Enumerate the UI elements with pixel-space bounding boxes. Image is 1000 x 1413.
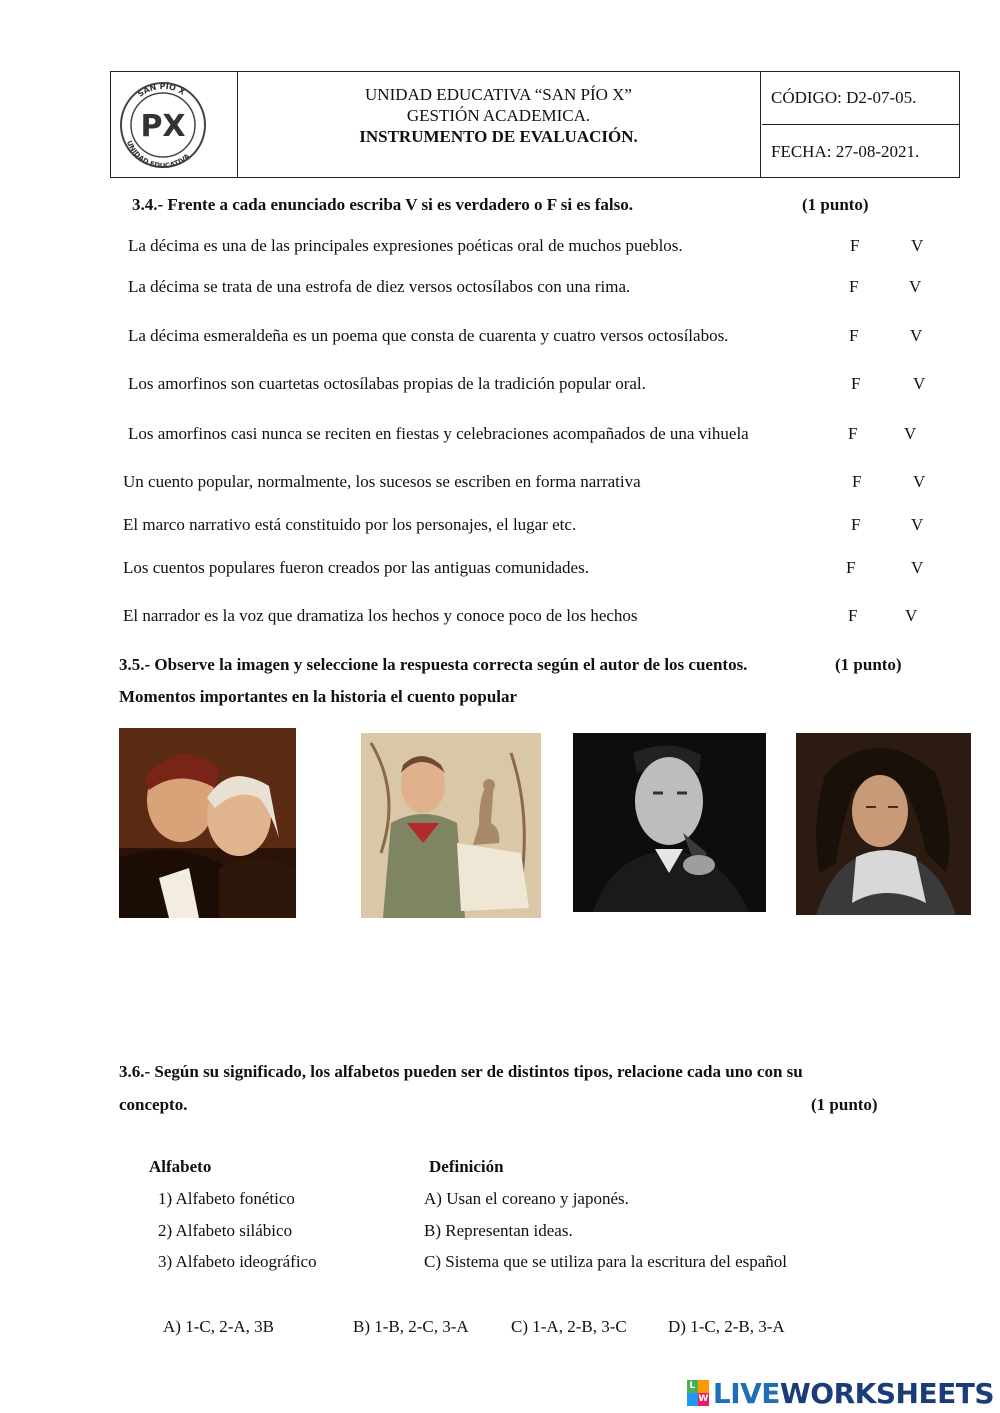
brand-prefix: LIVE (712, 1376, 780, 1410)
header-info-cell (762, 72, 960, 177)
document-date: FECHA: 27-08-2021. (771, 142, 920, 161)
option-v-8[interactable]: V (911, 558, 924, 577)
option-f-1[interactable]: F (850, 236, 860, 255)
alphabet-item-2: 2) Alfabeto silábico (158, 1221, 293, 1240)
liveworksheets-logo[interactable] (687, 1376, 994, 1410)
statement-2: La décima se trata de una estrofa de diez versos octosílabos con una rima. (128, 277, 631, 296)
statement-5: Los amorfinos casi nunca se reciten en fiestas y celebraciones acompañados de una vihuela (128, 424, 749, 443)
statement-7: El marco narrativo está constituido por los personajes, el lugar etc. (123, 515, 577, 534)
definition-item-c: C) Sistema que se utiliza para la escritura del español (424, 1252, 788, 1271)
definition-item-a: A) Usan el coreano y japonés. (424, 1189, 629, 1208)
brand-suffix: WORKSHEETS (779, 1376, 994, 1410)
definition-item-b: B) Representan ideas. (424, 1221, 573, 1240)
option-f-9[interactable]: F (848, 606, 858, 625)
alphabet-item-1: 1) Alfabeto fonético (158, 1189, 295, 1208)
statement-4: Los amorfinos son cuartetas octosílabas propias de la tradición popular oral. (128, 374, 646, 393)
portrait-man-with-bird-art (361, 733, 541, 918)
logo-monogram: PX (140, 109, 186, 144)
department-name: GESTIÓN ACADEMICA. (406, 106, 591, 125)
option-v-4[interactable]: V (913, 374, 926, 393)
option-v-2[interactable]: V (909, 277, 922, 296)
option-f-7[interactable]: F (851, 515, 861, 534)
option-f-8[interactable]: F (846, 558, 856, 577)
statement-1: La décima es una de las principales expresiones poéticas oral de muchos pueblos. (128, 236, 683, 255)
section-36-title-line1: 3.6.- Según su significado, los alfabetos pueden ser de distintos tipos, relacione cada uno con su (119, 1062, 803, 1081)
svg-text:UNIDAD EDUCATIVA (125, 140, 192, 171)
answer-option-c[interactable]: C) 1-A, 2-B, 3-C (511, 1317, 627, 1336)
option-f-3[interactable]: F (849, 326, 859, 345)
document-code: CÓDIGO: D2-07-05. (762, 72, 960, 125)
section-35-points: (1 punto) (835, 655, 902, 674)
option-v-6[interactable]: V (913, 472, 926, 491)
column-header-alfabeto: Alfabeto (149, 1157, 212, 1176)
section-36-title-line2: concepto. (119, 1095, 188, 1114)
portrait-man-with-wig[interactable] (796, 733, 971, 915)
liveworksheets-badge-icon (687, 1380, 709, 1406)
header-title-cell (237, 72, 761, 177)
badge-letter-w: W (698, 1394, 709, 1404)
statement-6: Un cuento popular, normalmente, los sucesos se escriben en forma narrativa (123, 472, 641, 491)
document-type: INSTRUMENTO DE EVALUACIÓN. (359, 127, 638, 146)
section-35-subtitle: Momentos importantes en la historia el cuento popular (119, 687, 518, 706)
option-f-4[interactable]: F (851, 374, 861, 393)
column-header-definicion: Definición (429, 1157, 504, 1176)
portrait-two-elderly-men-art (119, 728, 296, 918)
logo-cell (111, 72, 238, 177)
header-table (110, 71, 960, 178)
option-v-5[interactable]: V (904, 424, 917, 443)
logo-bottom-text: UNIDAD EDUCATIVA (124, 139, 192, 171)
option-v-3[interactable]: V (910, 326, 923, 345)
answer-option-b[interactable]: B) 1-B, 2-C, 3-A (353, 1317, 469, 1336)
statement-9: El narrador es la voz que dramatiza los hechos y conoce poco de los hechos (123, 606, 638, 625)
option-f-5[interactable]: F (848, 424, 858, 443)
option-v-9[interactable]: V (905, 606, 918, 625)
school-name: UNIDAD EDUCATIVA “SAN PÍO X” (365, 85, 632, 104)
alphabet-item-3: 3) Alfabeto ideográfico (158, 1252, 317, 1271)
portrait-man-with-wig-art (796, 733, 971, 915)
logo-top-text: SAN PÍO X (135, 81, 187, 99)
section-36-points: (1 punto) (811, 1095, 878, 1114)
portrait-man-with-pipe[interactable] (573, 733, 766, 912)
answer-option-d[interactable]: D) 1-C, 2-B, 3-A (668, 1317, 785, 1336)
section-34-points: (1 punto) (802, 195, 869, 214)
option-f-6[interactable]: F (852, 472, 862, 491)
badge-letter-l: L (687, 1380, 698, 1393)
option-v-1[interactable]: V (911, 236, 924, 255)
statement-3: La décima esmeraldeña es un poema que consta de cuarenta y cuatro versos octosílabos. (128, 326, 729, 345)
portrait-man-with-pipe-art (573, 733, 766, 912)
statement-8: Los cuentos populares fueron creados por las antiguas comunidades. (123, 558, 589, 577)
portrait-man-with-bird[interactable] (361, 733, 541, 918)
portrait-two-elderly-men[interactable] (119, 728, 296, 918)
badge-square-blue (687, 1393, 698, 1406)
option-v-7[interactable]: V (911, 515, 924, 534)
svg-text:SAN PÍO X (136, 80, 187, 99)
section-34-title: 3.4.- Frente a cada enunciado escriba V si es verdadero o F si es falso. (132, 195, 634, 214)
option-f-2[interactable]: F (849, 277, 859, 296)
school-logo (111, 72, 237, 177)
badge-square-orange (698, 1380, 709, 1393)
section-35-title: 3.5.- Observe la imagen y seleccione la respuesta correcta según el autor de los cuentos. (119, 655, 748, 674)
answer-option-a[interactable]: A) 1-C, 2-A, 3B (163, 1317, 274, 1336)
